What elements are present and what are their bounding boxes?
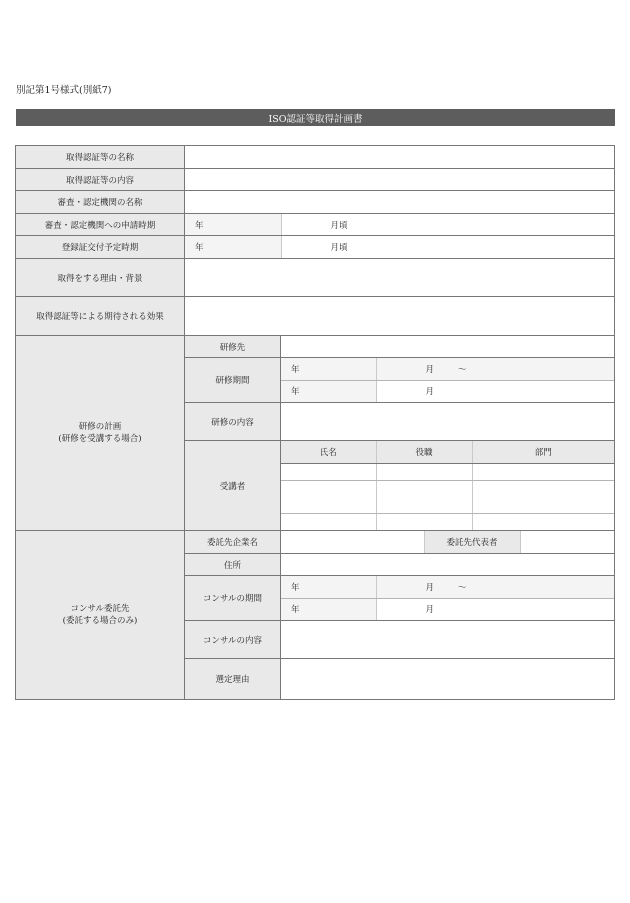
cert-content-field[interactable] (185, 169, 615, 191)
training-dest-label: 研修先 (185, 336, 281, 358)
year-unit: 年 (291, 387, 300, 398)
cert-name-field[interactable] (185, 146, 615, 169)
cert-content-label: 取得認証等の内容 (16, 169, 185, 191)
apply-year-cell[interactable] (185, 214, 281, 235)
attendee-name-cell[interactable] (281, 464, 376, 481)
consult-rep-field[interactable] (520, 531, 614, 553)
attendee-role-cell[interactable] (376, 481, 472, 514)
training-content-label: 研修の内容 (185, 403, 281, 441)
table-row (281, 481, 614, 514)
consult-content-field[interactable] (281, 621, 615, 659)
registration-year-cell[interactable] (185, 236, 281, 258)
col-role-header: 役職 (376, 441, 472, 463)
consult-period-label: コンサルの期間 (185, 576, 281, 621)
consult-end-year-cell[interactable] (281, 598, 376, 620)
effect-field[interactable] (185, 297, 615, 336)
registration-month-cell[interactable] (281, 236, 614, 258)
consult-company-label: 委託先企業名 (185, 531, 281, 554)
training-dest-field[interactable] (281, 336, 615, 358)
selection-reason-label: 選定理由 (185, 659, 281, 700)
attendee-header (281, 441, 615, 464)
year-unit: 年 (195, 243, 204, 253)
training-content-field[interactable] (281, 403, 615, 441)
consult-period-field[interactable] (281, 576, 615, 621)
consult-start-month-cell[interactable] (376, 576, 614, 598)
attendee-rows (281, 464, 615, 531)
registration-timing-label: 登録証交付予定時期 (16, 236, 185, 259)
consult-company-row (281, 531, 615, 554)
consult-address-field[interactable] (281, 554, 615, 576)
attendee-dept-cell[interactable] (472, 464, 614, 481)
table-row (281, 464, 614, 481)
form-title: ISO認証等取得計画書 (268, 113, 363, 125)
training-section-title: 研修の計画 (78, 421, 122, 432)
attendee-label: 受講者 (185, 441, 281, 531)
training-period-label: 研修期間 (185, 358, 281, 403)
consult-rep-label: 委託先代表者 (424, 531, 520, 553)
registration-timing-field[interactable] (185, 236, 615, 259)
col-name-header: 氏名 (281, 441, 376, 463)
reason-label: 取得をする理由・背景 (16, 259, 185, 297)
year-unit: 年 (291, 364, 300, 375)
year-unit: 年 (195, 220, 204, 231)
reason-field[interactable] (185, 259, 615, 297)
month-unit: 月 (425, 605, 435, 616)
month-approx-unit: 月頃 (330, 220, 348, 231)
training-end-year-cell[interactable] (281, 380, 376, 402)
apply-timing-field[interactable] (185, 214, 615, 236)
apply-timing-label: 審査・認定機関への申請時期 (16, 214, 185, 236)
attendee-role-cell[interactable] (376, 464, 472, 481)
form-number: 別記第1号様式(別紙7) (16, 85, 112, 96)
form-title-bar (16, 109, 615, 126)
selection-reason-field[interactable] (281, 659, 615, 700)
consult-company-field[interactable] (281, 531, 424, 553)
range-tilde: 〜 (458, 582, 467, 593)
cert-name-label: 取得認証等の名称 (16, 146, 185, 169)
month-unit: 月 (425, 387, 435, 398)
col-dept-header: 部門 (472, 441, 614, 463)
attendee-role-cell[interactable] (376, 514, 472, 531)
cert-body-label: 審査・認定機関の名称 (16, 191, 185, 214)
attendee-dept-cell[interactable] (472, 481, 614, 514)
consult-end-month-cell[interactable] (376, 598, 614, 620)
attendee-name-cell[interactable] (281, 481, 376, 514)
plan-table (15, 145, 615, 700)
year-unit: 年 (291, 605, 300, 616)
effect-label: 取得認証等による期待される効果 (16, 297, 185, 336)
consult-content-label: コンサルの内容 (185, 621, 281, 659)
training-section-note: (研修を受講する場合) (58, 434, 142, 444)
consult-section-title: コンサル委託先 (70, 603, 130, 614)
cert-body-field[interactable] (185, 191, 615, 214)
training-start-month-cell[interactable] (376, 358, 614, 380)
table-row (281, 514, 614, 531)
consult-start-year-cell[interactable] (281, 576, 376, 598)
training-section-label (16, 336, 185, 531)
consult-section-note: (委託する場合のみ) (62, 616, 138, 626)
training-end-month-cell[interactable] (376, 380, 614, 402)
consult-section-label (16, 531, 185, 700)
apply-month-cell[interactable] (281, 214, 614, 235)
month-approx-unit: 月頃 (330, 243, 348, 253)
training-period-field[interactable] (281, 358, 615, 403)
year-unit: 年 (291, 582, 300, 593)
training-start-year-cell[interactable] (281, 358, 376, 380)
consult-address-label: 住所 (185, 554, 281, 576)
attendee-name-cell[interactable] (281, 514, 376, 531)
month-unit: 月 (425, 582, 435, 593)
month-unit: 月 (425, 364, 435, 375)
attendee-dept-cell[interactable] (472, 514, 614, 531)
range-tilde: 〜 (458, 364, 467, 375)
